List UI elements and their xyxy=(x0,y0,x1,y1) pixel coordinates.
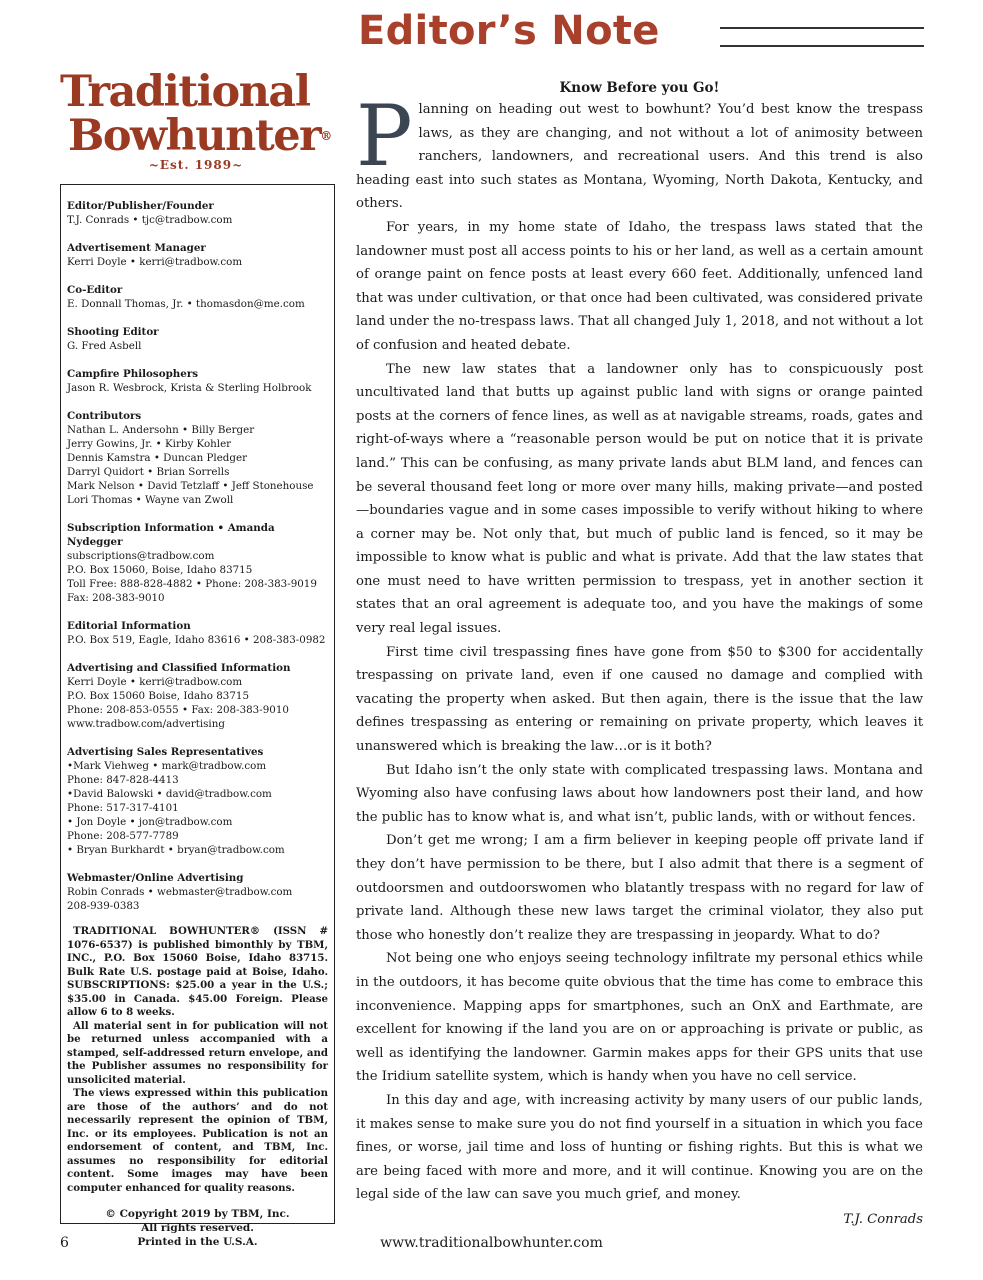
article-title: Know Before you Go! xyxy=(559,80,720,96)
masthead-group xyxy=(67,283,328,311)
masthead-line: Phone: 517-317-4101 xyxy=(67,802,179,814)
article-paragraph: But Idaho isn’t the only state with complicated trespassing laws. Montana and Wyoming also have confusing laws about how landowners post their land, and how the public has to know what is, and what isn’t, public lands, with or without fences. xyxy=(356,762,923,825)
registered-mark: ® xyxy=(320,129,331,143)
masthead-line: Kerri Doyle • kerri@tradbow.com xyxy=(67,676,243,688)
drop-cap: P xyxy=(356,87,413,185)
masthead-heading: Co-Editor xyxy=(67,284,123,296)
masthead-line: subscriptions@tradbow.com xyxy=(67,550,215,562)
masthead-line: P.O. Box 15060 Boise, Idaho 83715 xyxy=(67,690,250,702)
copyright-line: © Copyright 2019 by TBM, Inc. xyxy=(105,1208,290,1220)
masthead-line: Dennis Kamstra • Duncan Pledger xyxy=(67,452,248,464)
masthead-line: • Bryan Burkhardt • bryan@tradbow.com xyxy=(67,844,285,856)
masthead-line: 208-939-0383 xyxy=(67,900,140,912)
masthead-groups xyxy=(67,199,328,913)
masthead-heading: Advertising and Classified Information xyxy=(67,662,291,674)
masthead-line: G. Fred Asbell xyxy=(67,340,142,352)
masthead-heading: Editorial Information xyxy=(67,620,191,632)
article-paragraph: Not being one who enjoys seeing technology infiltrate my personal ethics while in the outdoors, it has become quite obvious that the time has come to embrace this inconvenience. Mapping apps for smartphones, such an OnX and Earthmate, are excellent for knowing if the land you are on or approaching is private or public, as well as identifying the landowner. Garmin makes apps for their GPS units that use the Iridium satellite system, which is handy when you have no cell service. xyxy=(356,951,923,1085)
masthead-group xyxy=(67,745,328,857)
masthead-heading: Webmaster/Online Advertising xyxy=(67,872,244,884)
author-signature: T.J. Conrads xyxy=(843,1211,923,1227)
copyright-line: Printed in the U.S.A. xyxy=(137,1236,258,1248)
first-paragraph-text: lanning on heading out west to bowhunt? You’d best know the trespass laws, as they are changing, and not without a lot of animosity between ranchers, landowners, and recreational users. And this trend is also heading east into such states as Montana, Wyoming, North Dakota, Kentucky, and others. xyxy=(356,102,923,212)
masthead-group xyxy=(67,241,328,269)
masthead-line: Darryl Quidort • Brian Sorrells xyxy=(67,466,230,478)
masthead-group xyxy=(67,521,328,605)
masthead-group xyxy=(67,409,328,507)
logo-established: ~Est. 1989~ xyxy=(148,158,244,172)
masthead-line: Lori Thomas • Wayne van Zwoll xyxy=(67,494,234,506)
masthead-legal-notice xyxy=(67,925,328,1195)
legal-paragraph: The views expressed within this publication are those of the authors’ and do not necessarily represent the opinion of TBM, Inc. or its employees. Publication is not an endorsement of content, and TBM, Inc. assumes no responsibility for editorial content. Some images may have been computer enhanced for quality reasons. xyxy=(67,1087,328,1194)
masthead-line: •Mark Viehweg • mark@tradbow.com xyxy=(67,760,267,772)
header-rule-top xyxy=(720,27,924,29)
masthead-group xyxy=(67,367,328,395)
masthead-line: P.O. Box 519, Eagle, Idaho 83616 • 208-383-0982 xyxy=(67,634,326,646)
header-rule-bottom xyxy=(720,45,924,47)
masthead-group xyxy=(67,325,328,353)
magazine-logo xyxy=(60,67,332,172)
logo-word: Bowhunter xyxy=(68,111,321,161)
masthead-heading: Advertising Sales Representatives xyxy=(67,746,264,758)
legal-paragraph: All material sent in for publication will not be returned unless accompanied with a stamped, self-addressed return envelope, and the Publisher assumes no responsibility for unsolicited material. xyxy=(67,1019,328,1086)
masthead-line: T.J. Conrads • tjc@tradbow.com xyxy=(67,214,233,226)
masthead-group xyxy=(67,871,328,913)
masthead-heading: Editor/Publisher/Founder xyxy=(67,200,214,212)
masthead-heading: Shooting Editor xyxy=(67,326,159,338)
masthead-line: Nathan L. Andersohn • Billy Berger xyxy=(67,424,255,436)
copyright-line: All rights reserved. xyxy=(141,1222,254,1234)
masthead-group xyxy=(67,661,328,731)
masthead-heading: Advertisement Manager xyxy=(67,242,206,254)
section-title: Editor’s Note xyxy=(358,8,660,54)
masthead-group xyxy=(67,199,328,227)
masthead-line: Phone: 847-828-4413 xyxy=(67,774,179,786)
masthead-line: Robin Conrads • webmaster@tradbow.com xyxy=(67,886,293,898)
editorial-article xyxy=(356,79,923,1232)
masthead-group xyxy=(67,619,328,647)
masthead-heading: Subscription Information • Amanda Nydegger xyxy=(67,522,275,548)
article-paragraph: In this day and age, with increasing activity by many users of our public lands, it makes sense to make sure you do not find yourself in a situation in which you face fines, or worse, jail time and loss of hunting or fishing rights. But this is what we are being faced with more and more, and it will continue. Knowing you are on the legal side of the law can save you much grief, and money. xyxy=(356,1092,923,1203)
masthead-line: Kerri Doyle • kerri@tradbow.com xyxy=(67,256,243,268)
masthead-line: Phone: 208-577-7789 xyxy=(67,830,179,842)
footer-url: www.traditionalbowhunter.com xyxy=(380,1235,603,1251)
masthead-line: • Jon Doyle • jon@tradbow.com xyxy=(67,816,233,828)
legal-paragraph: TRADITIONAL BOWHUNTER® (ISSN # 1076-6537) is published bimonthly by TBM, INC., P.O. Box 15060 Boise, Idaho 83715. Bulk Rate U.S. postage paid at Boise, Idaho. SUBSCRIPTIONS: $25.00 a year in the U.S.; $35.00 in Canada. $45.00 Foreign. Please allow 6 to 8 weeks. xyxy=(67,925,328,1018)
masthead-heading: Contributors xyxy=(67,410,142,422)
masthead-line: Mark Nelson • David Tetzlaff • Jeff Stonehouse xyxy=(67,480,314,492)
article-paragraph: First time civil trespassing fines have gone from $50 to $300 for accidentally trespassing on private land, even if one caused no damage and complied with vacating the property when asked. But then again, there is the issue that the law defines trespassing as entering or remaining on private property, which leaves it unanswered which is breaking the law…or is it both? xyxy=(356,644,923,755)
masthead-line: P.O. Box 15060, Boise, Idaho 83715 xyxy=(67,564,253,576)
article-paragraph: For years, in my home state of Idaho, the trespass laws stated that the landowner must post all access points to his or her land, as well as a certain amount of orange paint on fence posts at least every 660 feet. Additionally, unfenced land that was under cultivation, or that once had been cultivated, was considered private land under the no-trespass laws. That all changed July 1, 2018, and not without a lot of confusion and heated debate. xyxy=(356,219,923,353)
masthead-heading: Campfire Philosophers xyxy=(67,368,199,380)
masthead-line: Jerry Gowins, Jr. • Kirby Kohler xyxy=(67,438,232,450)
article-paragraph: Don’t get me wrong; I am a firm believer in keeping people off private land if they don’t have permission to be there, but I also admit that there is a segment of outdoorsmen and outdoorswomen who blatantly trespass with no regard for law of private land. Although these new laws target the criminal violator, they also put those who honestly don’t realize they are trespassing in jeopardy. What to do? xyxy=(356,833,923,943)
masthead-box xyxy=(60,184,335,1248)
masthead-line: Jason R. Wesbrock, Krista & Sterling Holbrook xyxy=(67,382,312,394)
masthead-line: Phone: 208-853-0555 • Fax: 208-383-9010 xyxy=(67,704,289,716)
masthead-line: E. Donnall Thomas, Jr. • thomasdon@me.com xyxy=(67,298,305,310)
article-body xyxy=(356,216,923,1207)
article-paragraph: The new law states that a landowner only has to conspicuously post uncultivated land that butts up against public land with signs or orange painted posts at the corners of fence lines, as well as at navigable streams, roads, gates and right-of-ways where a “reasonable person would be put on notice that it is private land.” This can be confusing, as many private lands abut BLM land, and fences can be several thousand feet long or more over many hills, making private—and posted—boundaries vague and in some cases impossible to verify without hiking to where a corner may be. Not only that, but much of public land is fenced, so it may be impossible to know what is public and what is private. Add that the law states that one must need to have written permission to trespass, yet in another section it states that an oral agreement is adequate too, and you have the makings of some very real legal issues. xyxy=(356,361,923,637)
page-number: 6 xyxy=(60,1235,69,1251)
masthead-line: www.tradbow.com/advertising xyxy=(67,718,225,730)
masthead-line: Toll Free: 888-828-4882 • Phone: 208-383-9019 xyxy=(67,578,317,590)
logo-line-1: Traditional xyxy=(60,67,310,117)
masthead-line: Fax: 208-383-9010 xyxy=(67,592,165,604)
masthead-line: •David Balowski • david@tradbow.com xyxy=(67,788,272,800)
logo-line-2 xyxy=(60,111,332,161)
